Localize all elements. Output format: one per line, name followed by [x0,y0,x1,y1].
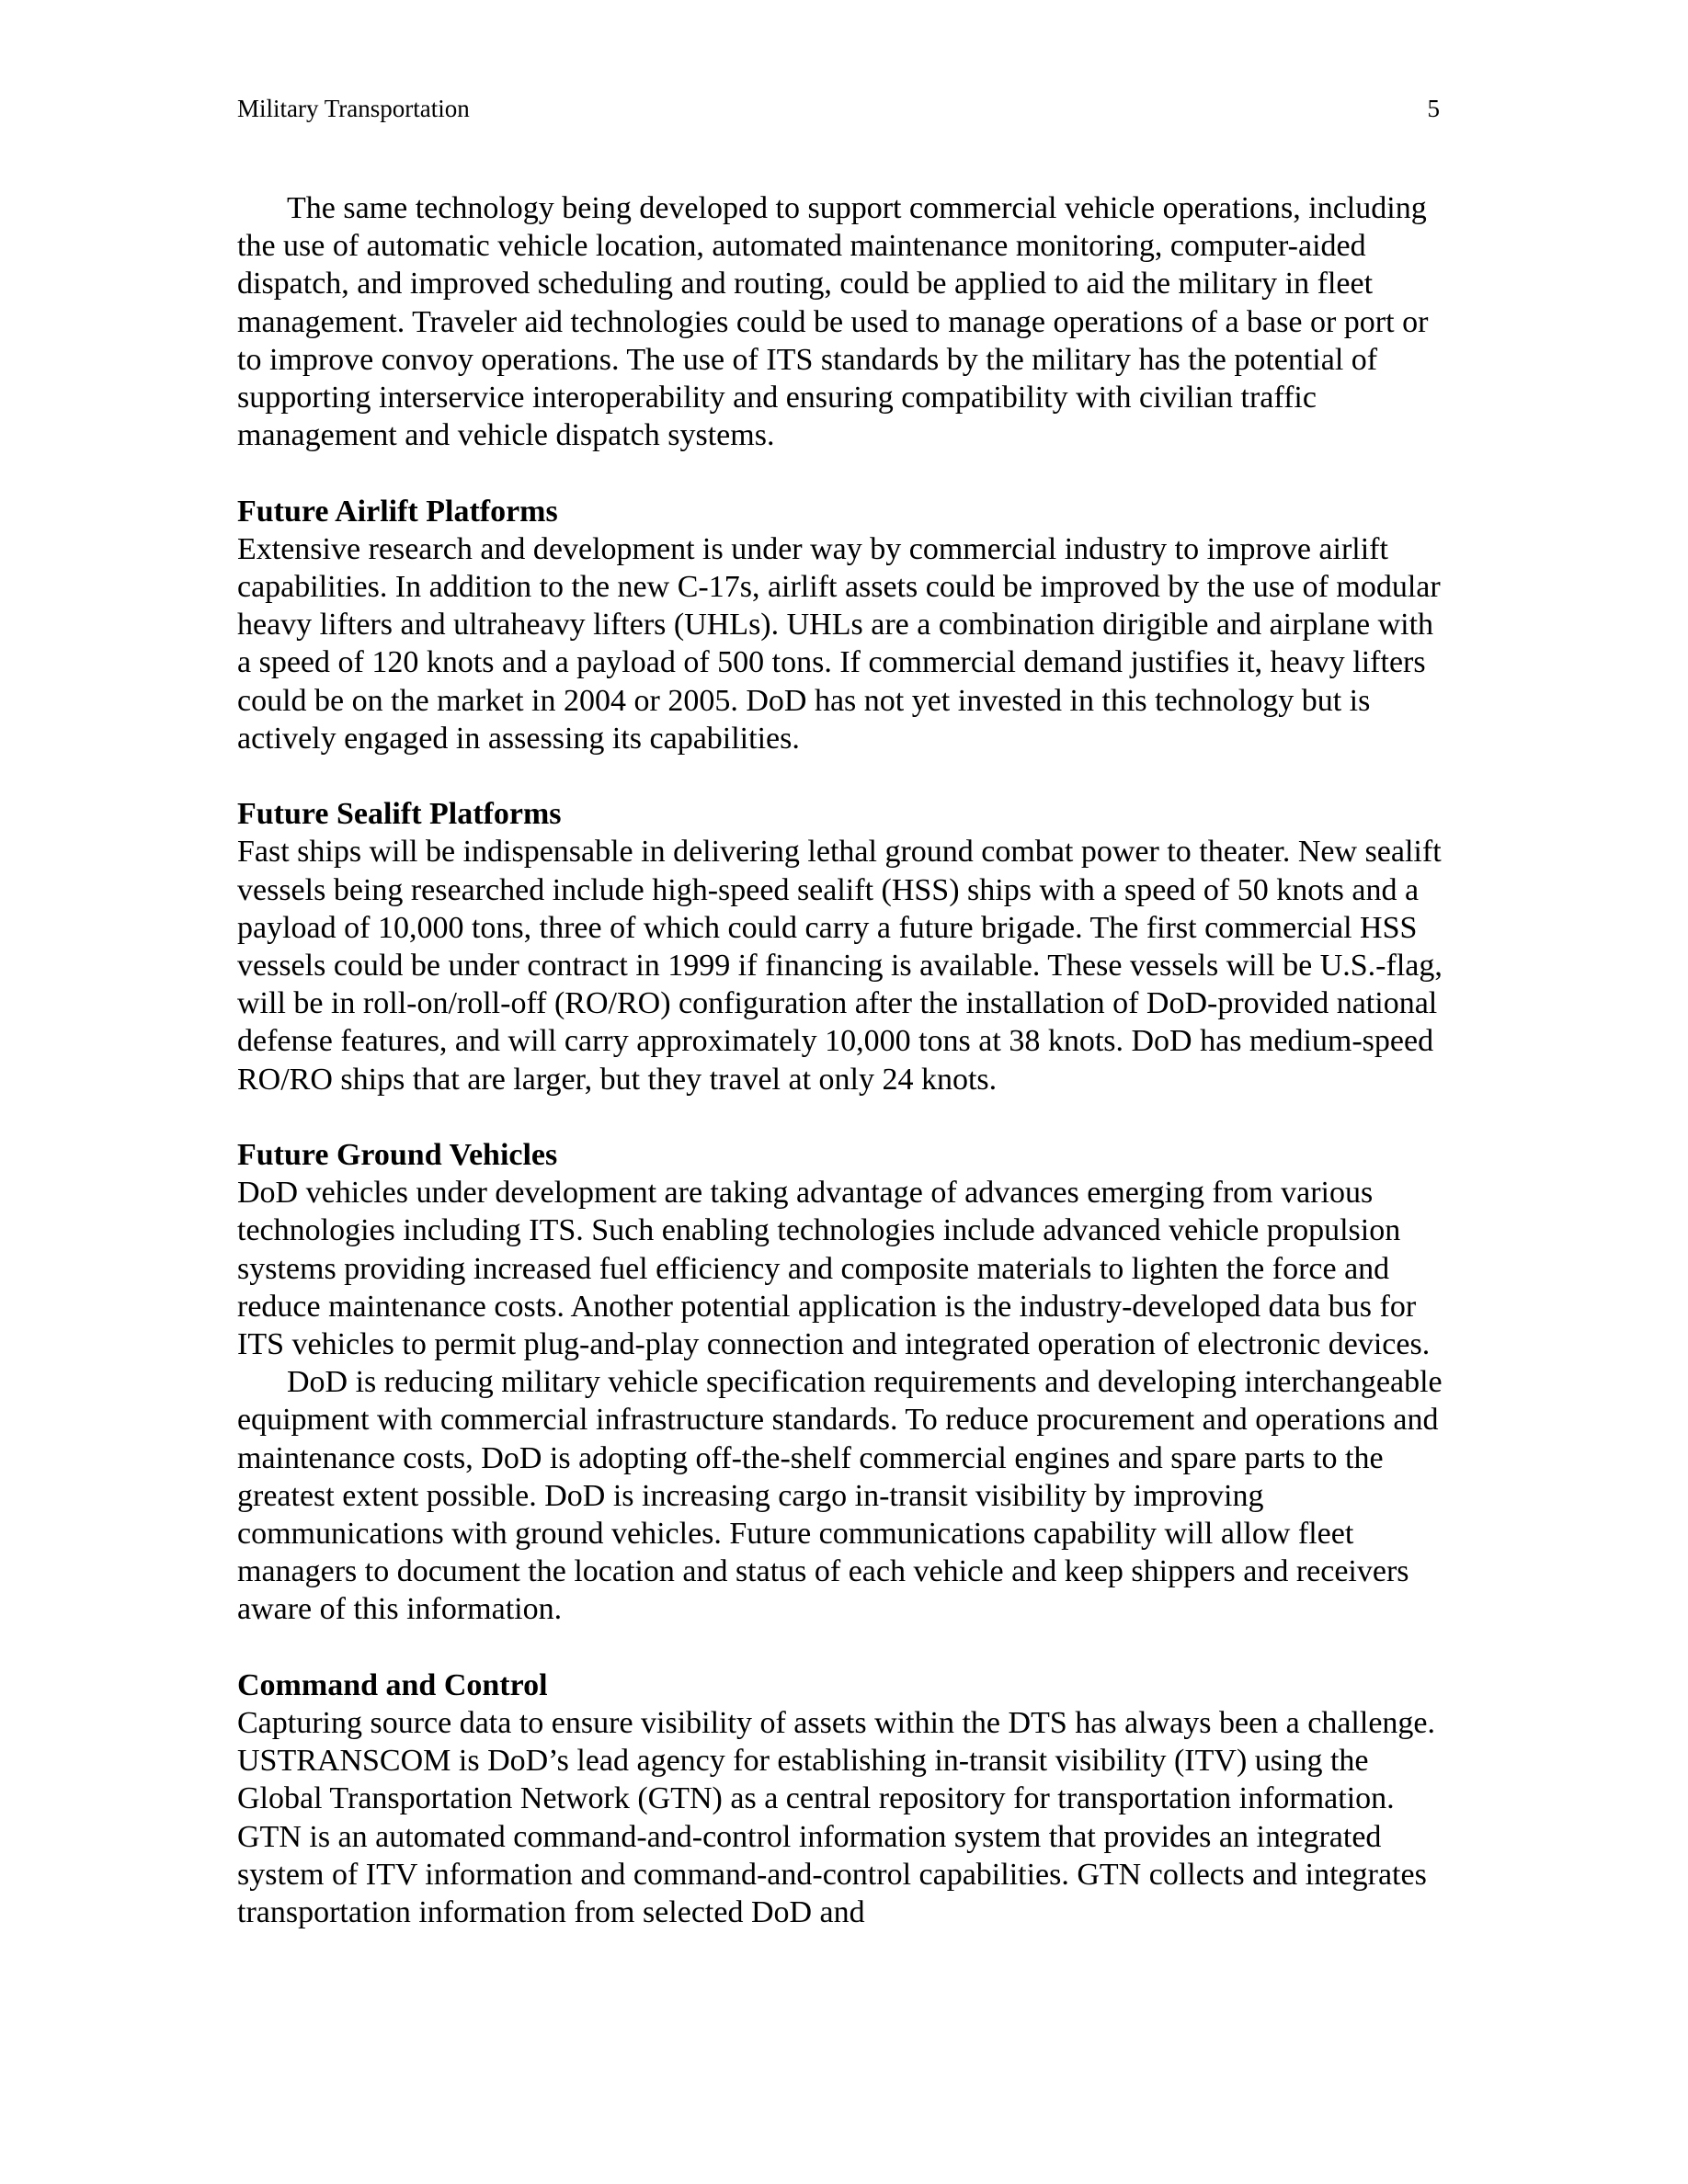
section-heading: Command and Control [237,1667,548,1702]
section-future-ground-vehicles [237,1136,1451,1629]
section-paragraph: Extensive research and development is under way by commercial industry to improve airlift capabilities. In addition to the new C-17s, airlift assets could be improved by the use of modular heavy lifters and ultraheavy lifters (UHLs). UHLs are a combination dirigible and airplane with a speed of 120 knots and a payload of 500 tons. If commercial demand justifies it, heavy lifters could be on the market in 2004 or 2005. DoD has not yet invested in this technology but is actively engaged in assessing its capabilities. [237,531,1441,756]
section-future-sealift-platforms [237,795,1451,1098]
section-future-airlift-platforms [237,493,1451,757]
section-paragraph: Fast ships will be indispensable in delivering lethal ground combat power to theater. New sealift vessels being researched include high-speed sealift (HSS) ships with a speed of 50 knots and a payload of 10,000 tons, three of which could carry a future brigade. The first commercial HSS vessels could be under contract in 1999 if financing is available. These vessels will be U.S.-flag, will be in roll-on/roll-off (RO/RO) configuration after the installation of DoD-provided national defense features, and will carry approximately 10,000 tons at 38 knots. DoD has medium-speed RO/RO ships that are larger, but they travel at only 24 knots. [237,835,1443,1097]
running-header [237,92,1451,125]
document-page [237,92,1451,1931]
section-paragraph: DoD vehicles under development are taking advantage of advances emerging from various technologies including ITS. Such enabling technologies include advanced vehicle propulsion systems providing increased fuel efficiency and composite materials to lighten the force and reduce maintenance costs. Another potential application is the industry-developed data bus for ITS vehicles to permit plug-and-play connection and integrated operation of electronic devices. [237,1176,1431,1362]
section-heading: Future Ground Vehicles [237,1138,558,1173]
page-number: 5 [1427,95,1440,122]
document-body [237,189,1451,1931]
section-heading: Future Sealift Platforms [237,797,562,832]
section-paragraph: DoD is reducing military vehicle specification requirements and developing interchangeable equipment with commercial infrastructure standards. To reduce procurement and operations and maintenance costs, DoD is adopting off-the-shelf commercial engines and spare parts to the greatest extent possible. DoD is increasing cargo in-transit visibility by improving communications with ground vehicles. Future communications capability will allow fleet managers to document the location and status of each vehicle and keep shippers and receivers aware of this information. [237,1365,1443,1627]
running-title: Military Transportation [237,95,470,122]
section-heading: Future Airlift Platforms [237,494,558,529]
section-command-and-control [237,1666,1451,1931]
intro-paragraph: The same technology being developed to support commercial vehicle operations, including the use of automatic vehicle location, automated maintenance monitoring, computer-aided dispatch, and improved scheduling and routing, could be applied to aid the military in fleet management. Traveler aid technologies could be used to manage operations of a base or port or to improve convoy operations. The use of ITS standards by the military has the potential of supporting interservice interoperability and ensuring compatibility with civilian traffic management and vehicle dispatch systems. [237,191,1429,453]
section-paragraph: Capturing source data to ensure visibility of assets within the DTS has always been a challenge. USTRANSCOM is DoD’s lead agency for establishing in-transit visibility (ITV) using the Global Transportation Network (GTN) as a central repository for transportation information. GTN is an automated command-and-control information system that provides an integrated system of ITV information and command-and-control capabilities. GTN collects and integrates transportation information from selected DoD and [237,1706,1436,1930]
